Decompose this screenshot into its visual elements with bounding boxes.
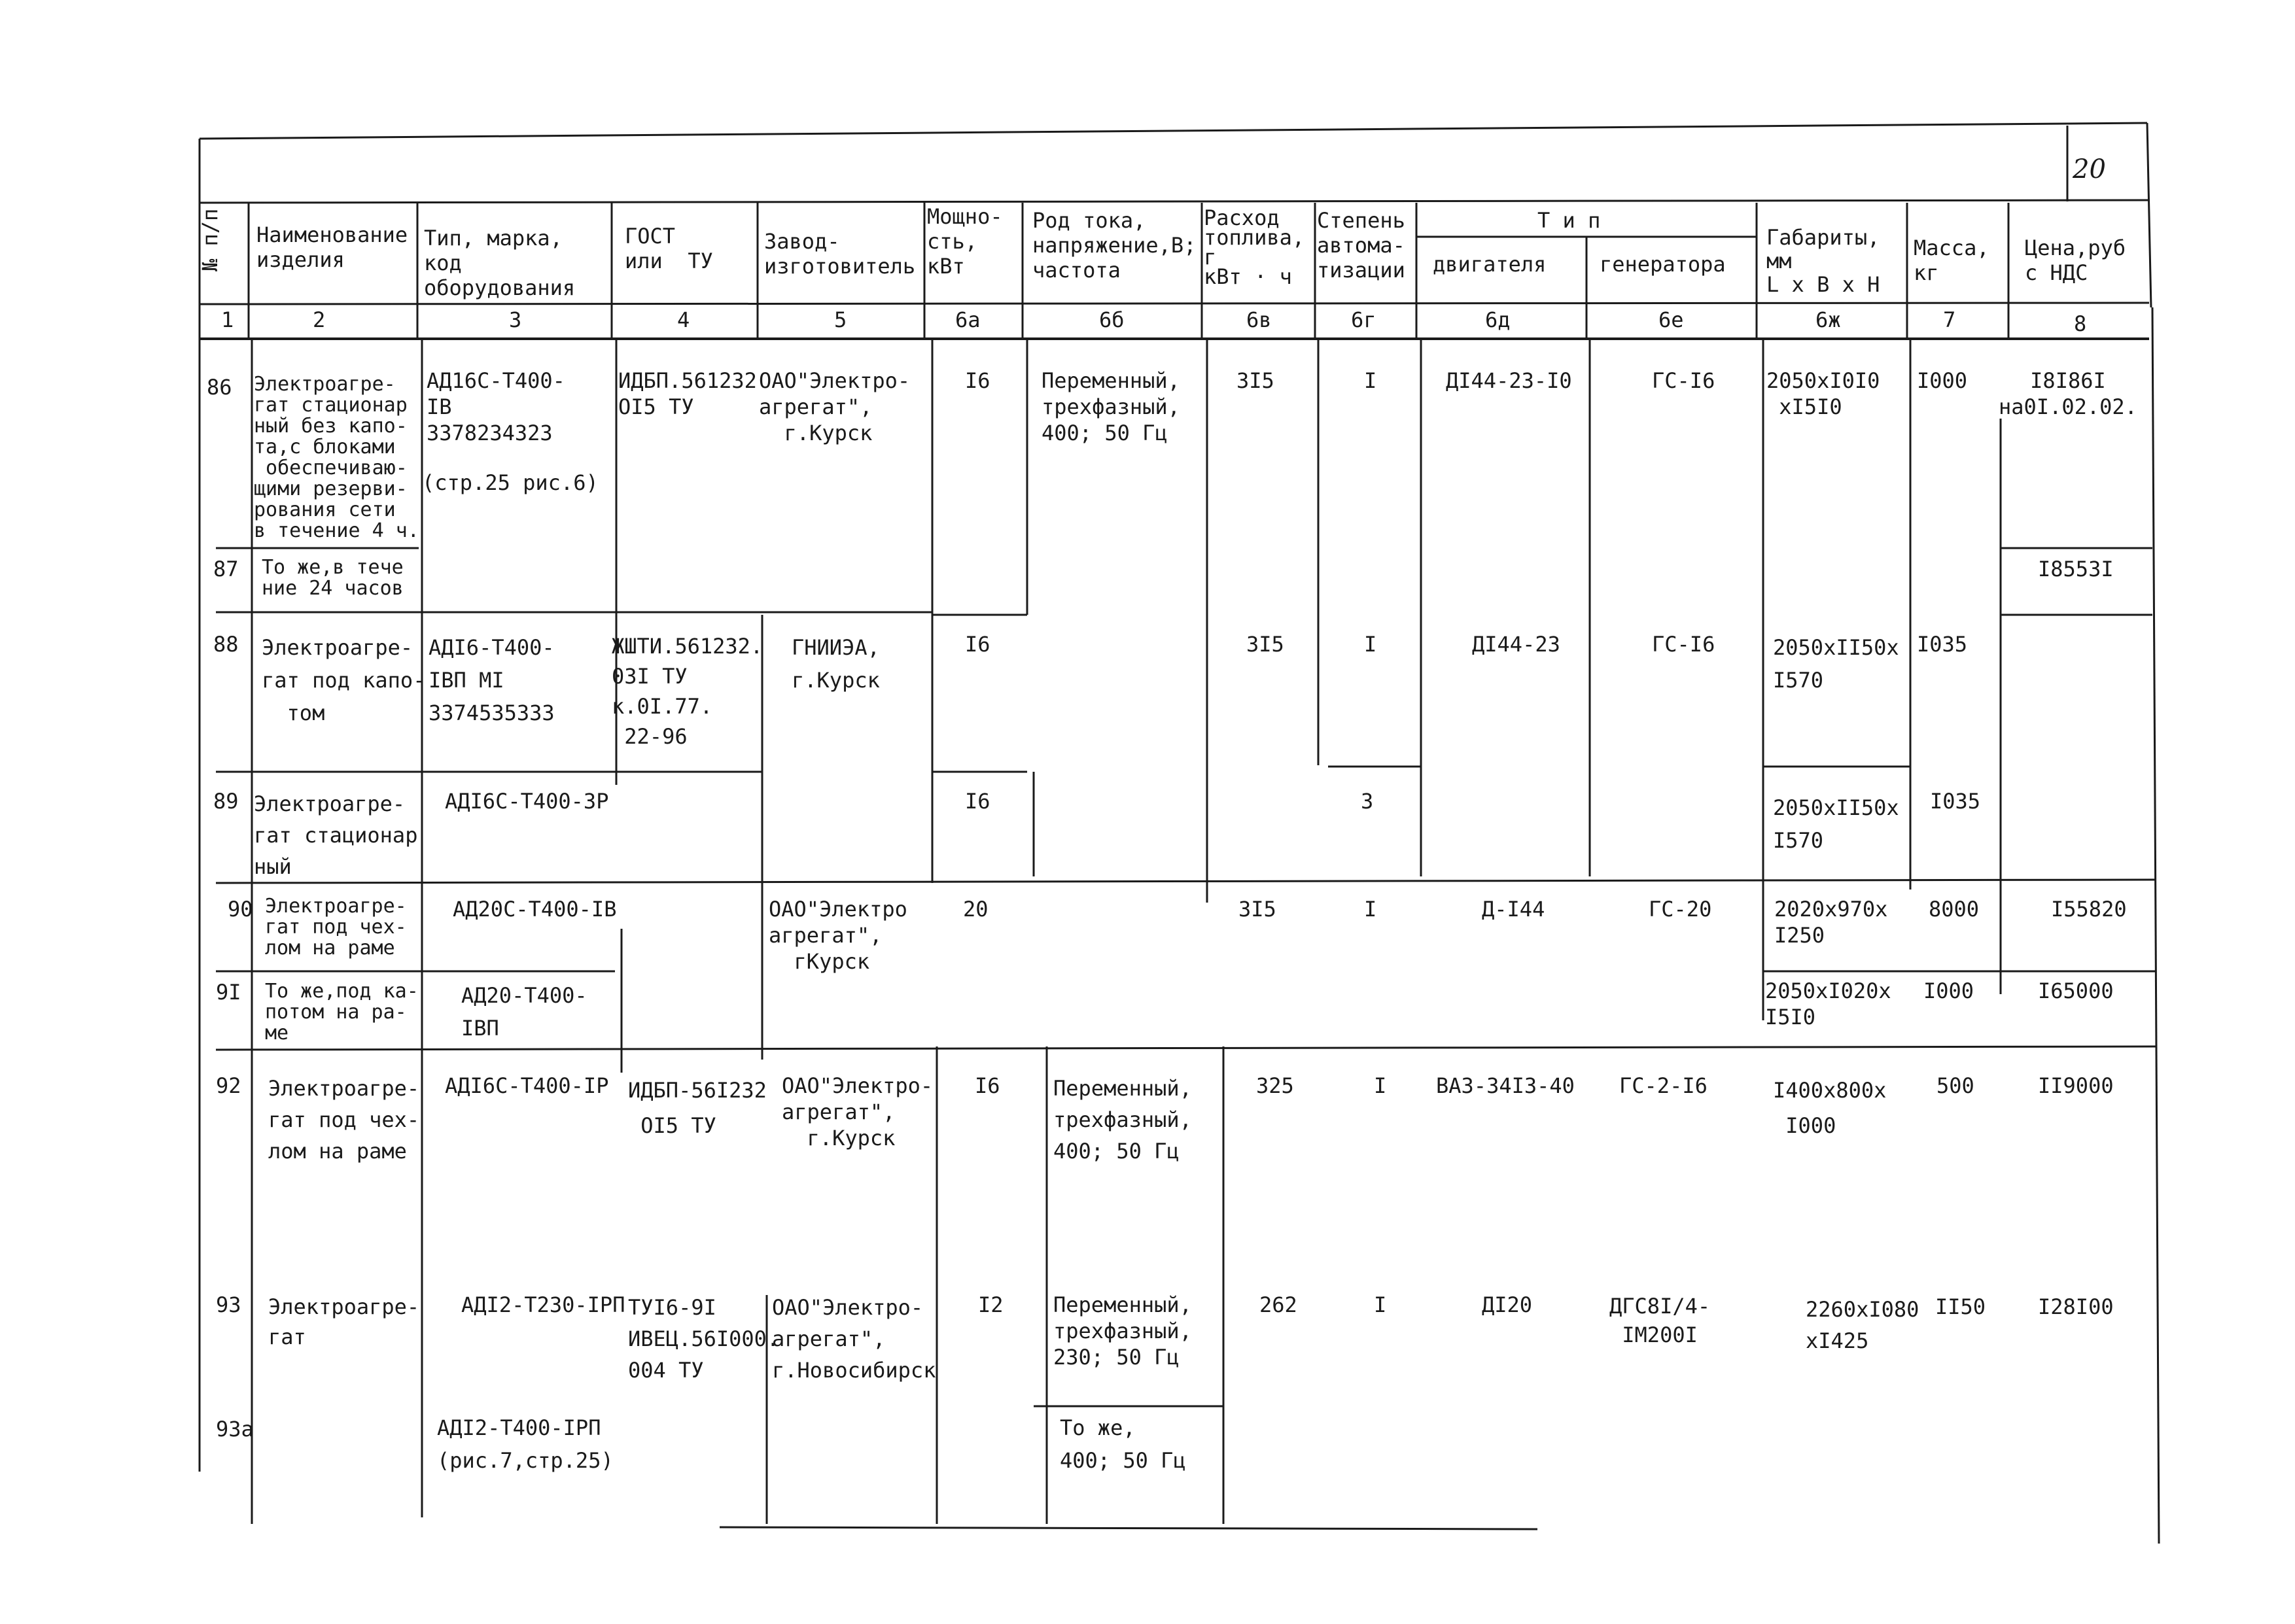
item-generator: ДГС8I/4- IМ200I xyxy=(1609,1294,1711,1347)
header-mass: Масса, кг xyxy=(1914,235,1989,285)
colnum-1: 1 xyxy=(221,307,234,332)
item-name: Электроагре- гат стационар ный без капо- та,с блоками обеспечиваю- щими резерви- рования сети в течение 4 ч. xyxy=(254,373,419,542)
item-manufacturer: ОАО"Электро- агрегат", г.Новосибирск xyxy=(772,1295,936,1383)
item-gost: ЖШТИ.561232. 03I ТУ к.0I.77. 22-96 xyxy=(612,634,763,749)
row-number: 86 xyxy=(207,375,232,400)
colnum-5: 5 xyxy=(834,307,847,332)
row-number: 89 xyxy=(213,789,239,814)
item-mass: 8000 xyxy=(1929,897,1980,922)
item-mass: II50 xyxy=(1935,1294,1986,1319)
row-number: 93 xyxy=(216,1292,241,1317)
header-fuel: Расход топлива, г кВт · ч xyxy=(1204,205,1305,289)
item-generator: ГС-I6 xyxy=(1652,368,1715,393)
item-type: АДI2-Т400-IРП (рис.7,стр.25) xyxy=(437,1415,614,1473)
item-type: АДI6С-Т400-3Р xyxy=(445,789,609,814)
row-number: 90 xyxy=(228,897,253,922)
header-power: Мощно- сть, кВт xyxy=(927,204,1003,279)
item-manufacturer: ОАО"Электро агрегат", гКурск xyxy=(769,897,907,974)
colnum-6b: 6б xyxy=(1099,307,1125,332)
item-price: I8553I xyxy=(2038,557,2114,581)
item-fuel: 325 xyxy=(1256,1073,1294,1098)
item-dimensions: 2050xII50x I570 xyxy=(1773,635,1899,693)
item-automation: I xyxy=(1364,632,1377,657)
item-dimensions: 2050xI0I0 xI5I0 xyxy=(1766,368,1880,419)
item-type: АД16С-Т400- IВ 3378234323 xyxy=(427,368,565,445)
header-name: Наименование изделия xyxy=(256,222,408,272)
colnum-8: 8 xyxy=(2074,311,2087,336)
colnum-2: 2 xyxy=(313,307,326,332)
item-engine: ДI44-23-I0 xyxy=(1446,368,1572,393)
item-name: Электроагре- гат под капо- том xyxy=(262,635,426,725)
item-dimensions: I400x800x I000 xyxy=(1773,1078,1887,1138)
row-number: 87 xyxy=(213,557,239,581)
item-name: Электроагре- гат xyxy=(268,1294,420,1349)
item-power: I2 xyxy=(978,1292,1004,1317)
item-type: АДI6С-Т400-IР xyxy=(445,1073,609,1098)
item-mass: I035 xyxy=(1930,789,1981,814)
colnum-6e: 6е xyxy=(1658,307,1684,332)
item-engine: ДI44-23 xyxy=(1472,632,1560,657)
item-automation: I xyxy=(1374,1073,1387,1098)
header-price: Цена,руб с НДС xyxy=(2025,235,2126,285)
item-current: Переменный, трехфазный, 400; 50 Гц xyxy=(1042,368,1180,445)
header-generator: генератора xyxy=(1600,252,1726,277)
item-type: АД20-Т400- IВП xyxy=(461,983,587,1041)
item-power: I6 xyxy=(965,632,990,657)
item-fuel: 262 xyxy=(1259,1292,1297,1317)
item-gost: ИДБП-56I232 ОI5 ТУ xyxy=(628,1078,767,1138)
header-type-group: Т и п xyxy=(1537,208,1601,233)
item-name: То же,в тече ние 24 часов xyxy=(262,556,404,600)
item-automation: I xyxy=(1364,897,1377,922)
colnum-6v: 6в xyxy=(1246,307,1272,332)
item-mass: 500 xyxy=(1936,1073,1974,1098)
item-engine: ДI20 xyxy=(1482,1292,1533,1317)
item-type: АД20С-Т400-IВ xyxy=(453,897,617,922)
row-number: 92 xyxy=(216,1073,241,1098)
item-automation: 3 xyxy=(1361,789,1374,814)
header-manufacturer: Завод- изготовитель xyxy=(764,229,916,279)
header-row-number: № п/п xyxy=(198,208,222,271)
row-number: 9I xyxy=(216,980,241,1005)
item-mass: I000 xyxy=(1923,978,1974,1003)
header-type-code: Тип, марка, код оборудования xyxy=(424,226,576,300)
item-gost: ИДБП.561232 ОI5 ТУ xyxy=(618,368,757,419)
colnum-6d: 6д xyxy=(1485,307,1511,332)
item-generator: ГС-20 xyxy=(1649,897,1712,922)
item-name: Электроагре- гат стационар ный xyxy=(254,791,418,879)
colnum-3: 3 xyxy=(509,307,522,332)
item-price: II9000 xyxy=(2038,1073,2114,1098)
item-name: Электроагре- гат под чех- лом на раме xyxy=(265,895,407,959)
item-power: I6 xyxy=(975,1073,1000,1098)
item-manufacturer: ГНИИЭА, г.Курск xyxy=(792,635,880,693)
item-power: I6 xyxy=(965,789,990,814)
item-mass: I035 xyxy=(1917,632,1968,657)
item-power: I6 xyxy=(965,368,990,393)
item-automation: I xyxy=(1364,368,1377,393)
item-price: I55820 xyxy=(2051,897,2127,922)
colnum-6a: 6а xyxy=(955,307,981,332)
colnum-7: 7 xyxy=(1943,307,1956,332)
item-price: I65000 xyxy=(2038,978,2114,1003)
item-type: АДI2-Т230-IРП xyxy=(461,1292,625,1317)
item-generator: ГС-2-I6 xyxy=(1619,1073,1708,1098)
item-fuel: 3I5 xyxy=(1246,632,1284,657)
item-dimensions: 2050xII50x I570 xyxy=(1773,795,1899,853)
item-dimensions: 2050xI020x I5I0 xyxy=(1765,978,1891,1029)
row-number: 88 xyxy=(213,632,239,657)
header-automation: Степень автома- тизации xyxy=(1317,208,1405,283)
item-name: Электроагре- гат под чех- лом на раме xyxy=(268,1076,420,1164)
row-number: 93а xyxy=(216,1417,254,1442)
item-mass: I000 xyxy=(1917,368,1968,393)
item-fuel: 3I5 xyxy=(1236,368,1274,393)
item-current: То же, 400; 50 Гц xyxy=(1060,1415,1186,1473)
item-gost: ТУI6-9I ИВЕЦ.56I000. 004 ТУ xyxy=(628,1295,780,1383)
item-manufacturer: ОАО"Электро- агрегат", г.Курск xyxy=(782,1073,934,1150)
header-current: Род тока, напряжение,В; частота xyxy=(1032,208,1197,283)
item-type-ref: (стр.25 рис.6) xyxy=(422,470,599,495)
item-dimensions: 2260xI080 xI425 xyxy=(1806,1297,1919,1353)
item-current: Переменный, трехфазный, 230; 50 Гц xyxy=(1053,1292,1192,1370)
item-engine: Д-I44 xyxy=(1482,897,1545,922)
item-power: 20 xyxy=(963,897,989,922)
colnum-6g: 6г xyxy=(1351,307,1376,332)
item-generator: ГС-I6 xyxy=(1652,632,1715,657)
item-fuel: 3I5 xyxy=(1238,897,1276,922)
item-price: I8I86I на0I.02.02. xyxy=(1999,368,2137,419)
header-dimensions: Габариты, мм L x B x H xyxy=(1766,225,1880,297)
item-dimensions: 2020x970x I250 xyxy=(1774,897,1888,948)
header-engine: двигателя xyxy=(1433,252,1547,277)
colnum-4: 4 xyxy=(677,307,690,332)
header-gost: ГОСТ или ТУ xyxy=(625,224,713,273)
item-manufacturer: ОАО"Электро- агрегат", г.Курск xyxy=(759,368,911,445)
item-price: I28I00 xyxy=(2038,1294,2114,1319)
page-number: 20 xyxy=(2073,154,2106,184)
item-automation: I xyxy=(1374,1292,1387,1317)
item-type: АДI6-Т400- IВП МI 3374535333 xyxy=(429,635,555,725)
item-engine: ВАЗ-34I3-40 xyxy=(1436,1073,1575,1098)
item-name: То же,под ка- потом на ра- ме xyxy=(265,980,419,1045)
item-current: Переменный, трехфазный, 400; 50 Гц xyxy=(1053,1076,1192,1164)
colnum-6zh: 6ж xyxy=(1815,307,1841,332)
